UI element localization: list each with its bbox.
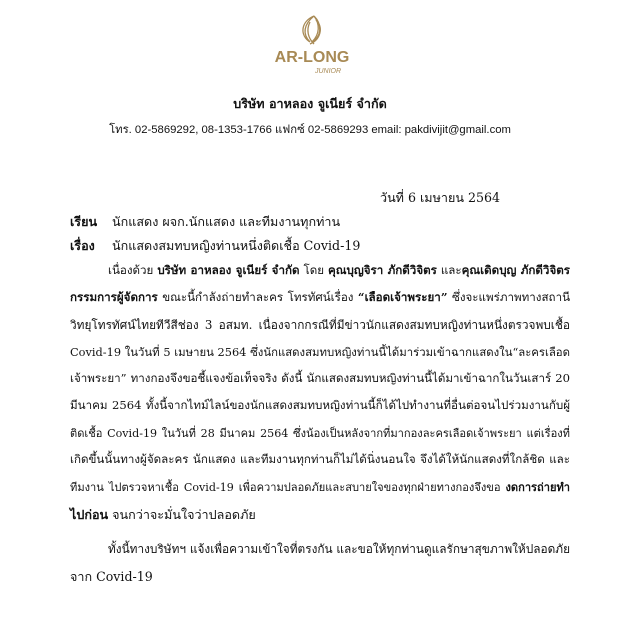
subject-value: นักแสดงสมทบหญิงท่านหนึ่งติดเชื้อ Covid-19 [112, 238, 361, 253]
paragraph-1-line-5: เจ้าพระยา” ทางกองจึงขอชี้แจงข้อเท็จจริง ดังนี้ นักแสดงสมทบหญิงท่านนี้ได้มาเข้าฉากในวันเสาร์ 20 [70, 371, 570, 385]
paragraph-1-line-7: ติดเชื้อ Covid-19 ในวันที่ 28 มีนาคม 2564 ซึ่งน้องเป็นหลังจากที่มากองละครเลือดเจ้าพระยา แต่เรื่องที่ [70, 427, 570, 440]
paragraph-1-line-9: ทีมงาน ไปตรวจหาเชื้อ Covid-19 เพื่อความปลอดภัยและสบายใจของทุกฝ่ายทางกองจึงขอ งดการถ่ายทำ [70, 481, 570, 494]
paragraph-1-line-8: เกิดขึ้นนั้นทางผู้จัดละคร นักแสดง และทีมงานทุกท่านก็ไม่ได้นิ่งนอนใจ จึงได้ให้นักแสดงที่ใกล้ชิด และ [70, 452, 570, 466]
recipient-value: นักแสดง ผจก.นักแสดง และทีมงานทุกท่าน [112, 214, 341, 229]
paragraph-1-line-2: กรรมการผู้จัดการ ขณะนี้กำลังถ่ายทำละคร โทรทัศน์เรื่อง “เลือดเจ้าพระยา” ซึ่งจะแพร่ภาพทางสถานี [70, 290, 570, 304]
recipient-label: เรียน [70, 214, 98, 229]
paragraph-1-line-1: เนื่องด้วย บริษัท อาหลอง จูเนียร์ จำกัด โดย คุณบุญจิรา ภักดีวิจิตร และคุณเดิดบุญ ภักดีวิจิตร [108, 263, 570, 277]
paragraph-2-line-2: จาก Covid-19 [70, 569, 153, 584]
letter-date: วันที่ 6 เมษายน 2564 [380, 190, 501, 205]
logo-sub-name: JUNIOR [314, 68, 342, 75]
logo-brand-name: AR-LONG [274, 49, 350, 66]
company-name: บริษัท อาหลอง จูเนียร์ จำกัด [233, 96, 387, 111]
swirl-emblem-icon [303, 16, 320, 44]
paragraph-1-line-10: ไปก่อน จนกว่าจะมั่นใจว่าปลอดภัย [70, 507, 256, 522]
contact-line: โทร. 02-5869292, 08-1353-1766 แฟกซ์ 02-5869293 email: pakdivijit@gmail.com [109, 124, 511, 136]
paragraph-1-line-6: มีนาคม 2564 ทั้งนี้จากไทม์ไลน์ของนักแสดงสมทบหญิงท่านนี้ก็ได้ไปทำงานที่อื่นต่อจนไปร่วมงานกับผู้ [70, 398, 570, 412]
subject-label: เรื่อง [70, 238, 95, 253]
paragraph-1-line-4: Covid-19 ในวันที่ 5 เมษายน 2564 ซึ่งนักแสดงสมทบหญิงท่านนี้ได้มาร่วมเข้าฉากแสดงใน“ละครเลือด [70, 345, 570, 359]
paragraph-1-line-3: วิทยุโทรทัศน์ไทยทีวีสีช่อง 3 อสมท. เนื่องจากกรณีที่มีข่าวนักแสดงสมทบหญิงท่านหนึ่งตรวจพบเชื้อ [70, 318, 570, 332]
company-logo [270, 12, 354, 84]
paragraph-2-line-1: ทั้งนี้ทางบริษัทฯ แจ้งเพื่อความเข้าใจที่ตรงกัน และขอให้ทุกท่านดูแลรักษาสุขภาพให้ปลอดภัย [108, 542, 571, 556]
